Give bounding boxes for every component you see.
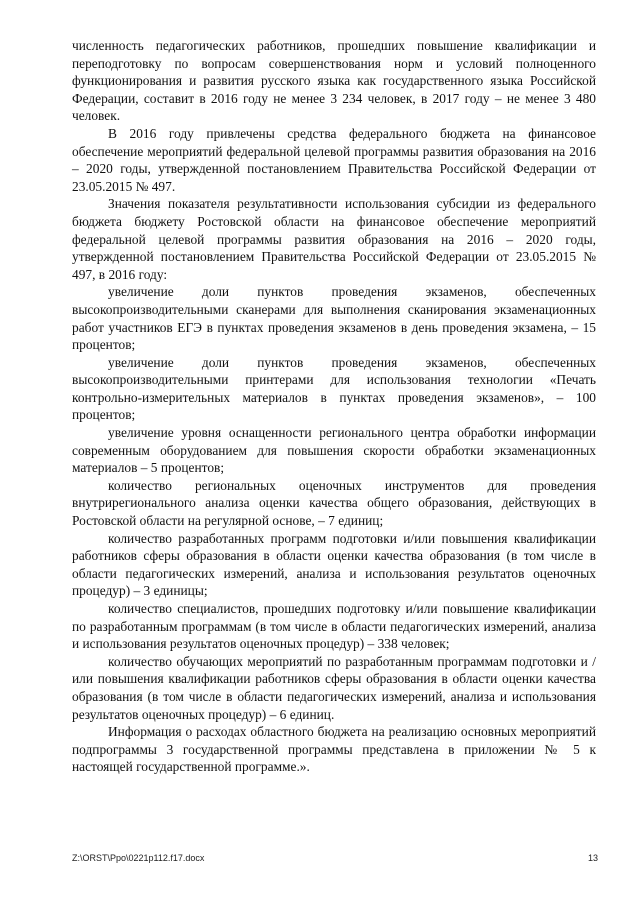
paragraph-scanners: увеличение доли пунктов проведения экзаменов, обеспеченных высокопроизводительными сканерами для выполнения сканирования экзаменационных работ участников ЕГЭ в пунктах проведения экзаменов в день проведения экзамена, – 15 процентов; [72,284,596,353]
paragraph-budget-info: Информация о расходах областного бюджета на реализацию основных мероприятий подпрограммы 3 государственной программы представлена в приложении № 5 к настоящей государственной программе.». [72,724,596,775]
paragraph-teachers-trained: численность педагогических работников, прошедших повышение квалификации и переподготовку по вопросам совершенствования норм и условий полноценного функционирования и развития русского языка как государственного языка Российской Федерации, составит в 2016 году не менее 3 234 человек, в 2017 году – не менее 3 480 человек. [72,38,596,124]
paragraph-indicator-values: Значения показателя результативности использования субсидии из федерального бюджета бюджету Ростовской области на финансовое обеспечение мероприятий федеральной целевой программы развития образования на 2016 – 2020 годы, утвержденной постановлением Правительства Российской Федерации от 23.05.2015 № 497, в 2016 году: [72,196,596,282]
paragraph-training-programs: количество разработанных программ подготовки и/или повышения квалификации работников сферы образования в области оценки качества образования (в том числе в области педагогических измерений, анализа и использования результатов оценочных процедур) – 3 единицы; [72,530,596,599]
paragraph-assessment-tools: количество региональных оценочных инструментов для проведения внутрирегионального анализа оценки качества общего образования, действующих в Ростовской области на регулярной основе, – 7 единиц; [72,477,596,529]
paragraph-printers: увеличение доли пунктов проведения экзаменов, обеспеченных высокопроизводительными принтерами для использования технологии «Печать контрольно-измерительных материалов в пунктах проведения экзаменов», – 100 процентов; [72,354,596,423]
page-number: 13 [587,853,598,863]
file-path: Z:\ORST\Ppo\0221p112.f17.docx [72,853,205,863]
paragraph-processing-center: увеличение уровня оснащенности регионального центра обработки информации современным оборудованием для повышения скорости обработки экзаменационных материалов – 5 процентов; [72,425,596,476]
document-body [72,37,596,776]
page-footer [72,853,598,863]
paragraph-federal-funds: В 2016 году привлечены средства федерального бюджета на финансовое обеспечение мероприятий федеральной целевой программы развития образования на 2016 – 2020 годы, утвержденной постановлением Правительства Российской Федерации от 23.05.2015 № 497. [72,125,596,194]
paragraph-training-events: количество обучающих мероприятий по разработанным программам подготовки и /или повышения квалификации работников сферы образования в области оценки качества образования (в том числе в области педагогических измерений, анализа и использования результатов оценочных процедур) – 6 единиц. [72,653,596,722]
paragraph-specialists: количество специалистов, прошедших подготовку и/или повышение квалификации по разработанным программам (в том числе в области педагогических измерений, анализа и использования результатов оценочных процедур) – 338 человек; [72,601,596,652]
